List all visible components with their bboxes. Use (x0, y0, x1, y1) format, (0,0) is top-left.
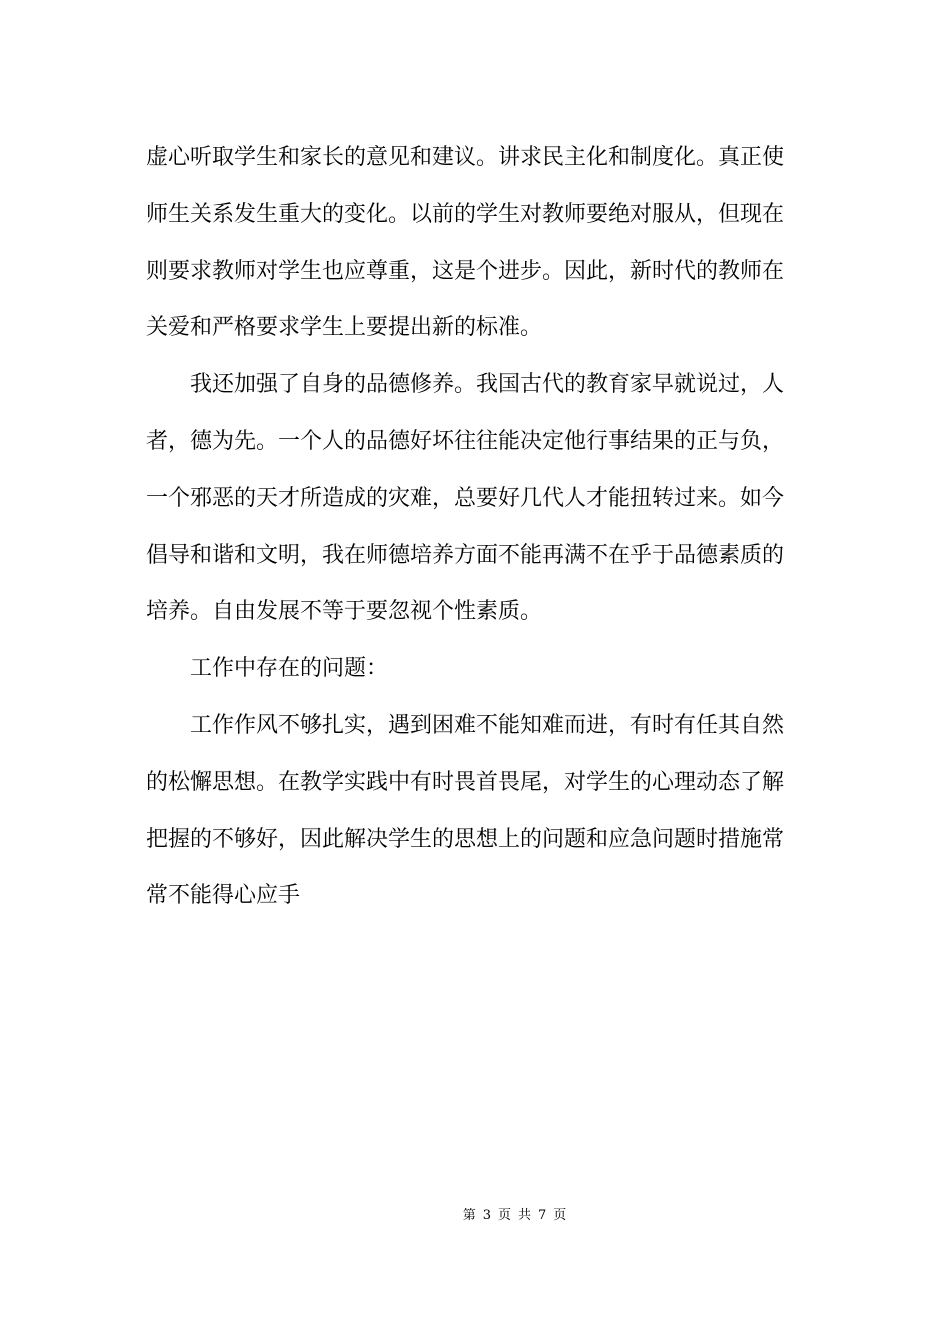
text-line: 工作作风不够扎实，遇到困难不能知难而进，有时有任其自然 (190, 712, 785, 738)
footer-total-word: 共 (518, 1208, 533, 1223)
section-heading: 工作中存在的问题： (190, 656, 389, 682)
footer-page-word: 页 (497, 1208, 512, 1223)
footer-total-pages: 7 (538, 1208, 548, 1223)
footer-suffix: 页 (553, 1208, 568, 1223)
text-line: 者，德为先。一个人的品德好坏往往能决定他行事结果的正与负， (146, 428, 785, 454)
text-line: 虚心听取学生和家长的意见和建议。讲求民主化和制度化。真正使 (146, 145, 785, 170)
page-number-footer (0, 1204, 950, 1223)
text-line: 师生关系发生重大的变化。以前的学生对教师要绝对服从，但现在 (146, 201, 785, 227)
text-line: 倡导和谐和文明，我在师德培养方面不能再满不在乎于品德素质的 (146, 542, 785, 568)
footer-prefix: 第 (462, 1208, 477, 1223)
text-line: 则要求教师对学生也应尊重，这是个进步。因此，新时代的教师在 (146, 258, 785, 284)
text-line: 常不能得心应手 (146, 883, 301, 909)
text-line: 关爱和严格要求学生上要提出新的标准。 (146, 315, 543, 341)
body-text (146, 130, 806, 925)
footer-current-page: 3 (482, 1208, 492, 1223)
text-line: 培养。自由发展不等于要忽视个性素质。 (146, 599, 543, 625)
text-line: 的松懈思想。在教学实践中有时畏首畏尾，对学生的心理动态了解 (146, 769, 785, 795)
text-line: 把握的不够好，因此解决学生的思想上的问题和应急问题时措施常 (146, 826, 785, 852)
text-line: 我还加强了自身的品德修养。我国古代的教育家早就说过，人 (190, 372, 785, 398)
text-line: 一个邪恶的天才所造成的灾难，总要好几代人才能扭转过来。如今 (146, 485, 785, 511)
